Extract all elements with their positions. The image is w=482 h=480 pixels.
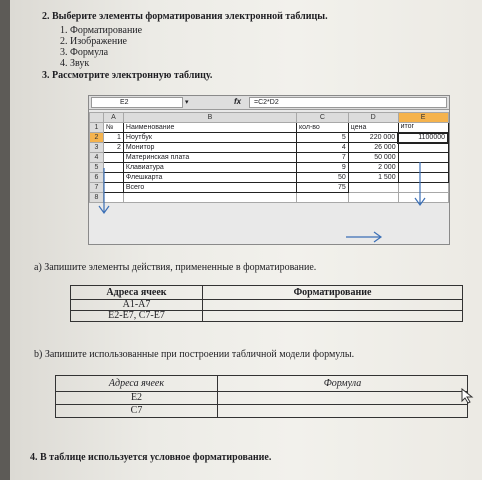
table-row [90, 183, 449, 193]
arrow-right-icon [344, 231, 384, 243]
formula-bar [89, 96, 449, 110]
table-row [90, 143, 449, 153]
cell-b7: Всего [123, 183, 296, 193]
task4-title: 4. В таблице используется условное форматирование. [30, 452, 272, 463]
header-cell-formula: Формула [218, 376, 468, 392]
col-header-b: B [123, 113, 296, 123]
cell-address: E2-E7, C7-E7 [71, 311, 203, 322]
row-header: 7 [90, 183, 104, 193]
arrow-down-icon [414, 160, 426, 210]
cell-d3: 26 000 [348, 143, 398, 153]
cell-a2: 1 [103, 133, 123, 143]
col-header-a: A [103, 113, 123, 123]
spreadsheet-screenshot [88, 95, 450, 245]
row-header: 8 [90, 193, 104, 203]
header-cell-addresses: Адреса ячеек [56, 376, 218, 392]
table-row [56, 392, 468, 405]
cell-b2: Ноутбук [123, 133, 296, 143]
part-a-prompt: а) Запишите элементы действия, примененные в форматирование. [34, 262, 317, 273]
table-row [90, 133, 449, 143]
row-header: 2 [90, 133, 104, 143]
cell-d1: цена [348, 123, 398, 133]
name-box-dropdown-icon: ▾ [185, 99, 189, 106]
table-header-row [56, 376, 468, 392]
cell-e3 [398, 143, 448, 153]
cell-c7: 75 [297, 183, 349, 193]
mouse-cursor-icon [461, 388, 475, 404]
col-header-c: C [297, 113, 349, 123]
table-row [90, 123, 449, 133]
col-header-e: E [398, 113, 448, 123]
name-box: E2 [91, 97, 183, 108]
task2-option-4: 4. Звук [60, 58, 90, 69]
cell-c2: 5 [297, 133, 349, 143]
header-cell-formatting: Форматирование [203, 286, 463, 300]
cell-b8 [123, 193, 296, 203]
cell-b3: Монитор [123, 143, 296, 153]
cell-answer[interactable] [203, 300, 463, 311]
table-row [71, 300, 463, 311]
table-row [90, 193, 449, 203]
fx-icon: fx [234, 97, 242, 106]
cell-d4: 50 000 [348, 153, 398, 163]
cell-d8 [348, 193, 398, 203]
cell-address: E2 [56, 392, 218, 405]
cell-c5: 9 [297, 163, 349, 173]
cell-a3: 2 [103, 143, 123, 153]
cell-e2-selected: 1100000 [398, 133, 448, 143]
row-header: 4 [90, 153, 104, 163]
task2-option-3: 3. Формула [60, 47, 109, 58]
task2-option-1: 1. Форматирование [60, 25, 143, 36]
spreadsheet-grid [89, 112, 449, 203]
row-header: 6 [90, 173, 104, 183]
cell-e1: итог [398, 123, 448, 133]
task3-title: 3. Рассмотрите электронную таблицу. [42, 70, 213, 81]
arrow-down-icon [98, 166, 110, 218]
column-header-row [90, 113, 449, 123]
cell-c4: 7 [297, 153, 349, 163]
cell-b1: Наименование [123, 123, 296, 133]
part-b-table [55, 375, 468, 418]
cell-address: C7 [56, 405, 218, 418]
task2-title: 2. Выберите элементы форматирования электронной таблицы. [42, 11, 328, 22]
col-header-d: D [348, 113, 398, 123]
cell-answer[interactable] [218, 405, 468, 418]
task2-option-2: 2. Изображение [60, 36, 127, 47]
table-row [90, 173, 449, 183]
row-header: 5 [90, 163, 104, 173]
cell-a4 [103, 153, 123, 163]
table-row [71, 311, 463, 322]
cell-a1: № [103, 123, 123, 133]
table-row [90, 153, 449, 163]
part-a-table [70, 285, 463, 322]
table-header-row [71, 286, 463, 300]
cell-address: A1-A7 [71, 300, 203, 311]
part-b-prompt: b) Запишите использованные при построении табличной модели формулы. [34, 349, 355, 360]
cell-d2: 220 000 [348, 133, 398, 143]
cell-b5: Клавиатура [123, 163, 296, 173]
cell-b4: Материнская плата [123, 153, 296, 163]
cell-b6: Флешкарта [123, 173, 296, 183]
corner-cell [90, 113, 104, 123]
cell-d7 [348, 183, 398, 193]
header-cell-addresses: Адреса ячеек [71, 286, 203, 300]
cell-c1: кол-во [297, 123, 349, 133]
cell-c8 [297, 193, 349, 203]
cell-answer[interactable] [203, 311, 463, 322]
cell-d6: 1 500 [348, 173, 398, 183]
row-header: 1 [90, 123, 104, 133]
row-header: 3 [90, 143, 104, 153]
cell-answer[interactable] [218, 392, 468, 405]
cell-c3: 4 [297, 143, 349, 153]
cell-c6: 50 [297, 173, 349, 183]
table-row [56, 405, 468, 418]
table-row [90, 163, 449, 173]
cell-d5: 2 000 [348, 163, 398, 173]
formula-input: =C2*D2 [249, 97, 447, 108]
